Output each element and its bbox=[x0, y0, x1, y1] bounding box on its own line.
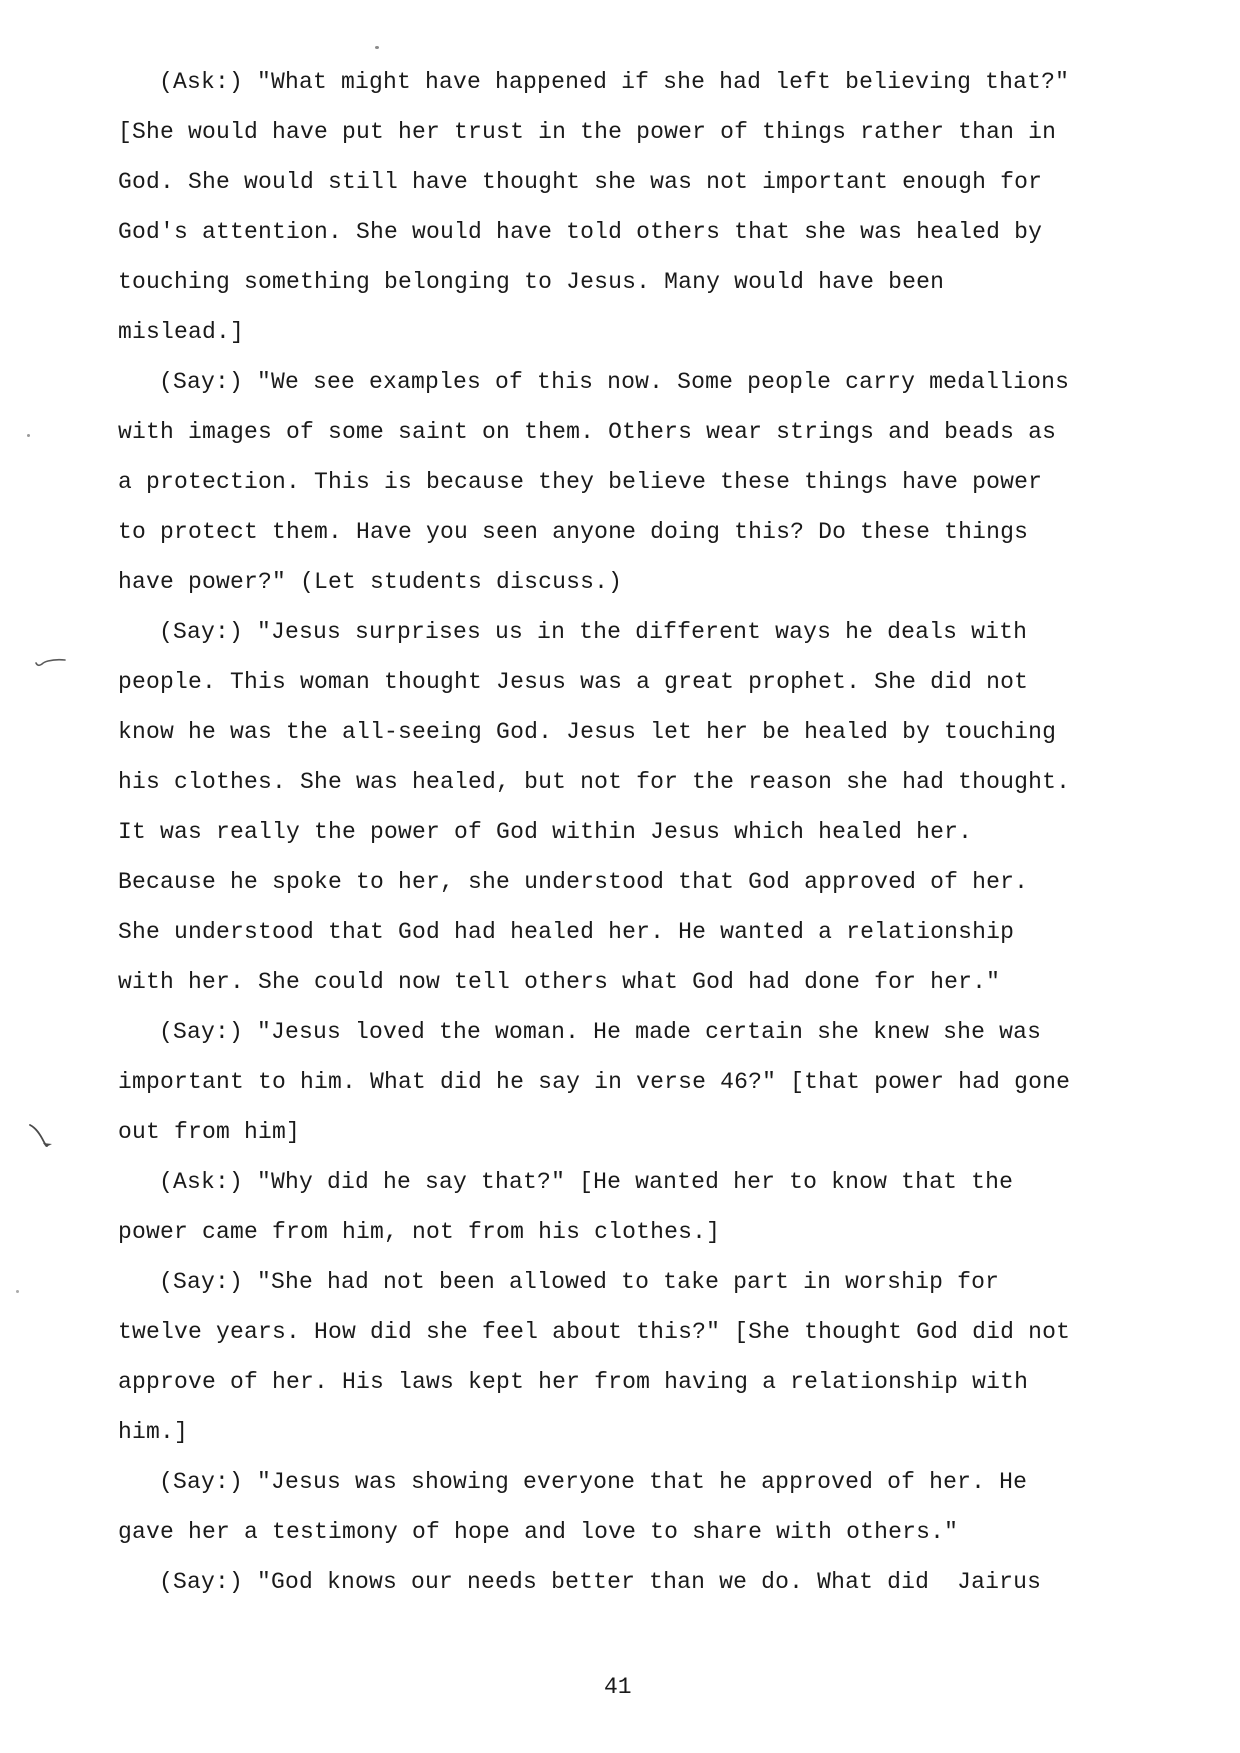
text-line: (Say:) "God knows our needs better than we do. What did Jairus bbox=[159, 1569, 1042, 1595]
text-line: to protect them. Have you seen anyone doing this? Do these things bbox=[118, 519, 1029, 545]
text-line: twelve years. How did she feel about this?" [She thought God did not bbox=[118, 1319, 1071, 1345]
text-line: approve of her. His laws kept her from having a relationship with bbox=[118, 1369, 1029, 1395]
text-line: with her. She could now tell others what God had done for her." bbox=[118, 969, 1001, 995]
text-line: Because he spoke to her, she understood that God approved of her. bbox=[118, 869, 1029, 895]
text-line: (Say:) "We see examples of this now. Some people carry medallions bbox=[159, 369, 1070, 395]
paragraph bbox=[118, 57, 1108, 357]
scan-speck-dot bbox=[27, 434, 30, 437]
text-line: a protection. This is because they believe these things have power bbox=[118, 469, 1043, 495]
paragraph bbox=[118, 1157, 1108, 1257]
text-line: (Say:) "She had not been allowed to take part in worship for bbox=[159, 1269, 1000, 1295]
text-line: (Say:) "Jesus was showing everyone that he approved of her. He bbox=[159, 1469, 1028, 1495]
text-line: She understood that God had healed her. He wanted a relationship bbox=[118, 919, 1015, 945]
text-line: gave her a testimony of hope and love to share with others." bbox=[118, 1519, 959, 1545]
text-line: his clothes. She was healed, but not for the reason she had thought. bbox=[118, 769, 1071, 795]
scan-speck-dot bbox=[16, 1290, 19, 1293]
text-line: have power?" (Let students discuss.) bbox=[118, 569, 623, 595]
text-line: with images of some saint on them. Others wear strings and beads as bbox=[118, 419, 1057, 445]
text-line: God's attention. She would have told others that she was healed by bbox=[118, 219, 1043, 245]
text-line: power came from him, not from his clothes.] bbox=[118, 1219, 721, 1245]
paragraph bbox=[118, 607, 1108, 1007]
text-line: important to him. What did he say in verse 46?" [that power had gone bbox=[118, 1069, 1071, 1095]
text-line: mislead.] bbox=[118, 319, 245, 345]
text-line: (Ask:) "What might have happened if she had left believing that?" bbox=[159, 69, 1070, 95]
paragraph bbox=[118, 1557, 1108, 1607]
text-line: him.] bbox=[118, 1419, 189, 1445]
paragraph bbox=[118, 1457, 1108, 1557]
text-line: (Say:) "Jesus surprises us in the different ways he deals with bbox=[159, 619, 1028, 645]
paragraph bbox=[118, 1257, 1108, 1457]
pen-check-mark bbox=[28, 1122, 58, 1154]
text-line: God. She would still have thought she was not important enough for bbox=[118, 169, 1043, 195]
text-line: people. This woman thought Jesus was a great prophet. She did not bbox=[118, 669, 1029, 695]
body-text bbox=[118, 57, 1108, 1607]
paragraph bbox=[118, 357, 1108, 607]
text-line: It was really the power of God within Jesus which healed her. bbox=[118, 819, 973, 845]
text-line: out from him] bbox=[118, 1119, 301, 1145]
text-line: (Ask:) "Why did he say that?" [He wanted her to know that the bbox=[159, 1169, 1014, 1195]
paragraph bbox=[118, 1007, 1108, 1157]
text-line: (Say:) "Jesus loved the woman. He made certain she knew she was bbox=[159, 1019, 1042, 1045]
scan-speck-dot bbox=[375, 46, 379, 49]
page-number: 41 bbox=[604, 1674, 632, 1700]
text-line: touching something belonging to Jesus. Many would have been bbox=[118, 269, 945, 295]
text-line: [She would have put her trust in the power of things rather than in bbox=[118, 119, 1057, 145]
text-line: know he was the all-seeing God. Jesus let her be healed by touching bbox=[118, 719, 1057, 745]
pen-squiggle-mark bbox=[34, 650, 68, 672]
